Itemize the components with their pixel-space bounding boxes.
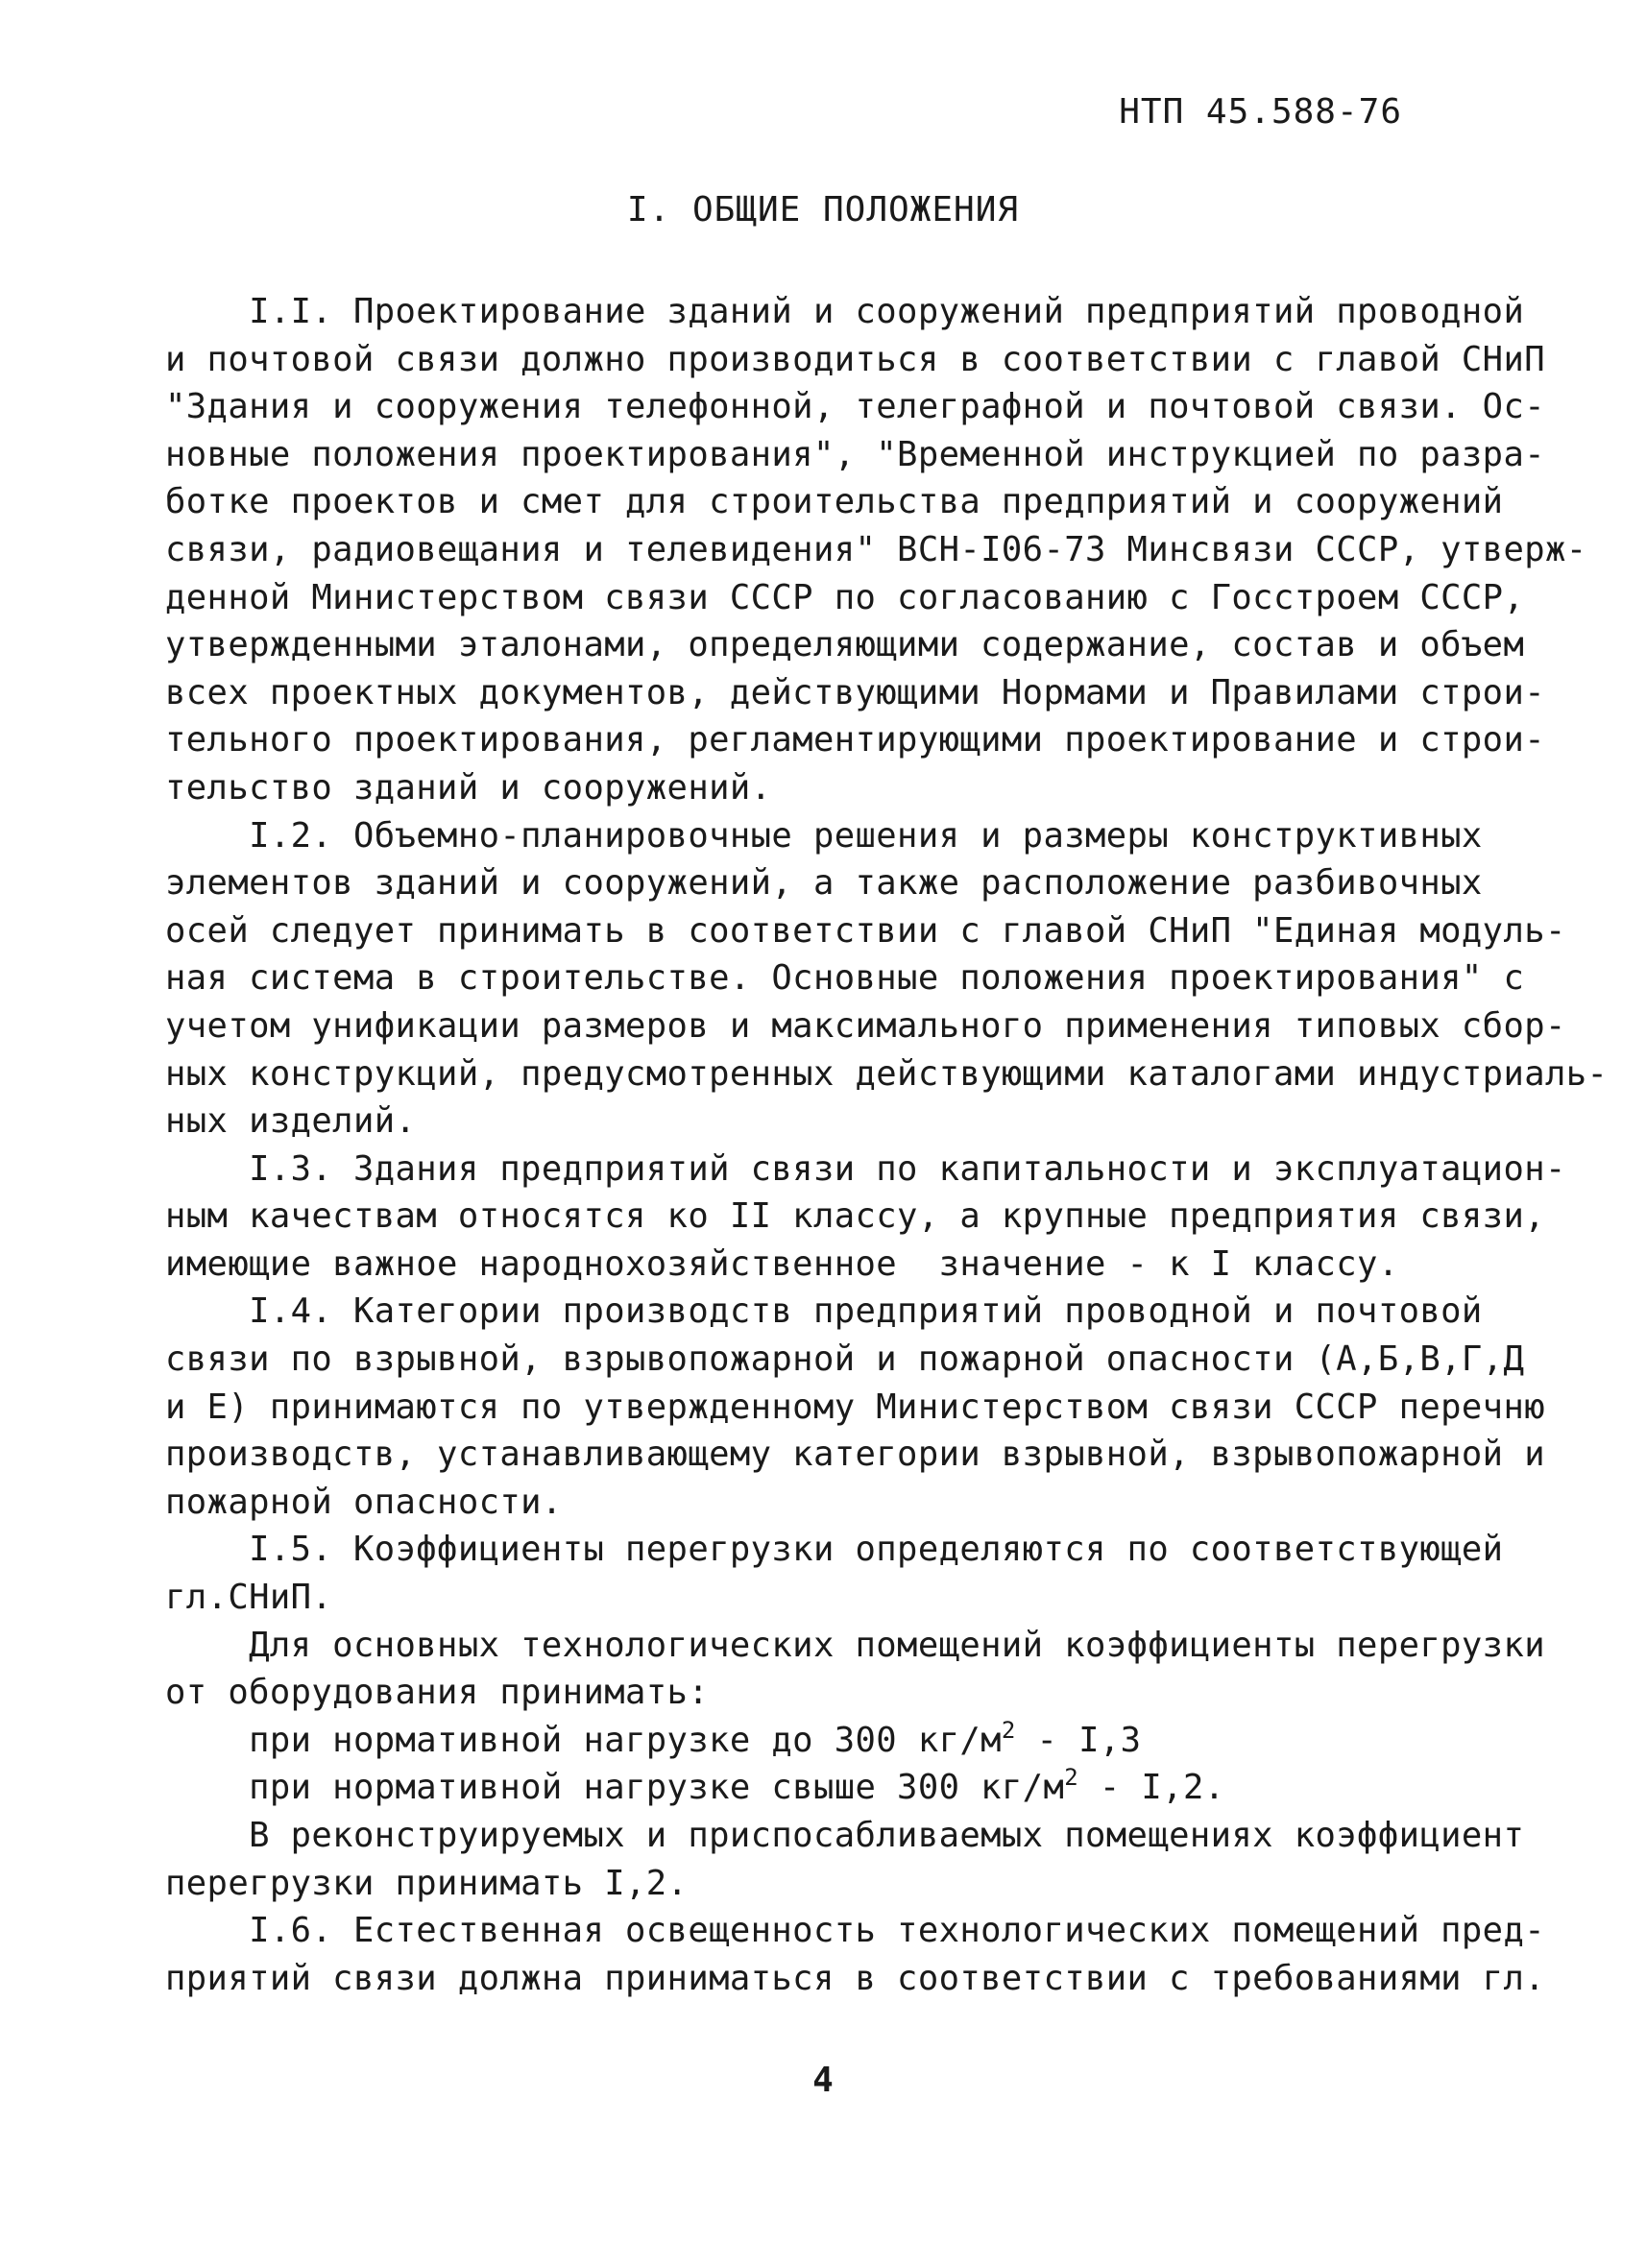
text-line: I.6. Естественная освещенность технологических помещений пред- — [165, 1911, 1546, 1951]
text-line: ботке проектов и смет для строительства предприятий и сооружений — [165, 482, 1504, 522]
load-line-text: при нормативной нагрузке свыше 300 кг/м — [165, 1768, 1065, 1808]
text-line: I.4. Категории производств предприятий проводной и почтовой — [165, 1291, 1483, 1332]
load-line-value: - I,3 — [1015, 1720, 1142, 1760]
text-line: всех проектных документов, действующими Нормами и Правилами строи- — [165, 672, 1546, 712]
text-line: ных изделий. — [165, 1101, 417, 1142]
page-number: 4 — [812, 2061, 834, 2100]
text-line: "Здания и сооружения телефонной, телеграфной и почтовой связи. Ос- — [165, 387, 1546, 427]
text-line: связи, радиовещания и телевидения" ВСН-I06-73 Минсвязи СССР, утверж- — [165, 529, 1587, 569]
text-line: приятий связи должна приниматься в соответствии с требованиями гл. — [165, 1958, 1546, 1998]
superscript: 2 — [1001, 1716, 1016, 1744]
text-line: пожарной опасности. — [165, 1482, 563, 1522]
text-line: ным качествам относятся ко II классу, а крупные предприятия связи, — [165, 1196, 1546, 1237]
text-line: ных конструкций, предусмотренных действующими каталогами индустриаль- — [165, 1053, 1609, 1094]
text-line: элементов зданий и сооружений, а также расположение разбивочных — [165, 863, 1483, 904]
text-line: осей следует принимать в соответствии с главой СНиП "Единая модуль- — [165, 910, 1566, 951]
text-line: связи по взрывной, взрывопожарной и пожарной опасности (А,Б,В,Г,Д — [165, 1339, 1525, 1380]
text-line: ная система в строительстве. Основные положения проектирования" с — [165, 958, 1525, 999]
text-line: гл.СНиП. — [165, 1578, 333, 1618]
text-line: I.2. Объемно-планировочные решения и размеры конструктивных — [165, 815, 1483, 856]
text-line: производств, устанавливающему категории взрывной, взрывопожарной и — [165, 1435, 1546, 1475]
text-line: от оборудования принимать: — [165, 1673, 710, 1713]
text-line: I.5. Коэффициенты перегрузки определяются по соответствующей — [165, 1530, 1504, 1570]
text-line: денной Министерством связи СССР по согласованию с Госстроем СССР, — [165, 577, 1525, 617]
text-line: перегрузки принимать I,2. — [165, 1863, 689, 1903]
text-line: В реконструируемых и приспосабливаемых помещениях коэффициент — [165, 1816, 1525, 1855]
document-code: НТП 45.588-76 — [1119, 92, 1402, 132]
text-line: I.I. Проектирование зданий и сооружений предприятий проводной — [165, 292, 1525, 331]
text-line: I.3. Здания предприятий связи по капитальности и эксплуатацион- — [165, 1148, 1566, 1189]
load-coefficient-line — [165, 1764, 1500, 1812]
text-line: учетом унификации размеров и максимального применения типовых сбор- — [165, 1005, 1566, 1046]
text-line: тельство зданий и сооружений. — [165, 767, 772, 808]
text-line: и Е) принимаются по утвержденному Министерством связи СССР перечню — [165, 1387, 1546, 1427]
load-line-text: при нормативной нагрузке до 300 кг/м — [165, 1720, 1002, 1760]
text-line: тельного проектирования, регламентирующими проектирование и строи- — [165, 720, 1546, 760]
text-line: имеющие важное народнохозяйственное значение - к I классу. — [165, 1243, 1399, 1284]
text-line: новные положения проектирования", "Временной инструкцией по разра- — [165, 434, 1546, 474]
text-line: и почтовой связи должно производиться в соответствии с главой СНиП — [165, 339, 1546, 379]
superscript: 2 — [1064, 1764, 1079, 1792]
body-text — [165, 288, 1609, 2002]
section-title: I. ОБЩИЕ ПОЛОЖЕНИЯ — [626, 190, 1020, 229]
load-coefficient-line — [165, 1717, 1500, 1765]
load-line-value: - I,2. — [1078, 1768, 1225, 1808]
text-line: утвержденными эталонами, определяющими содержание, состав и объем — [165, 625, 1525, 665]
text-line: Для основных технологических помещений коэффициенты перегрузки — [165, 1625, 1546, 1665]
